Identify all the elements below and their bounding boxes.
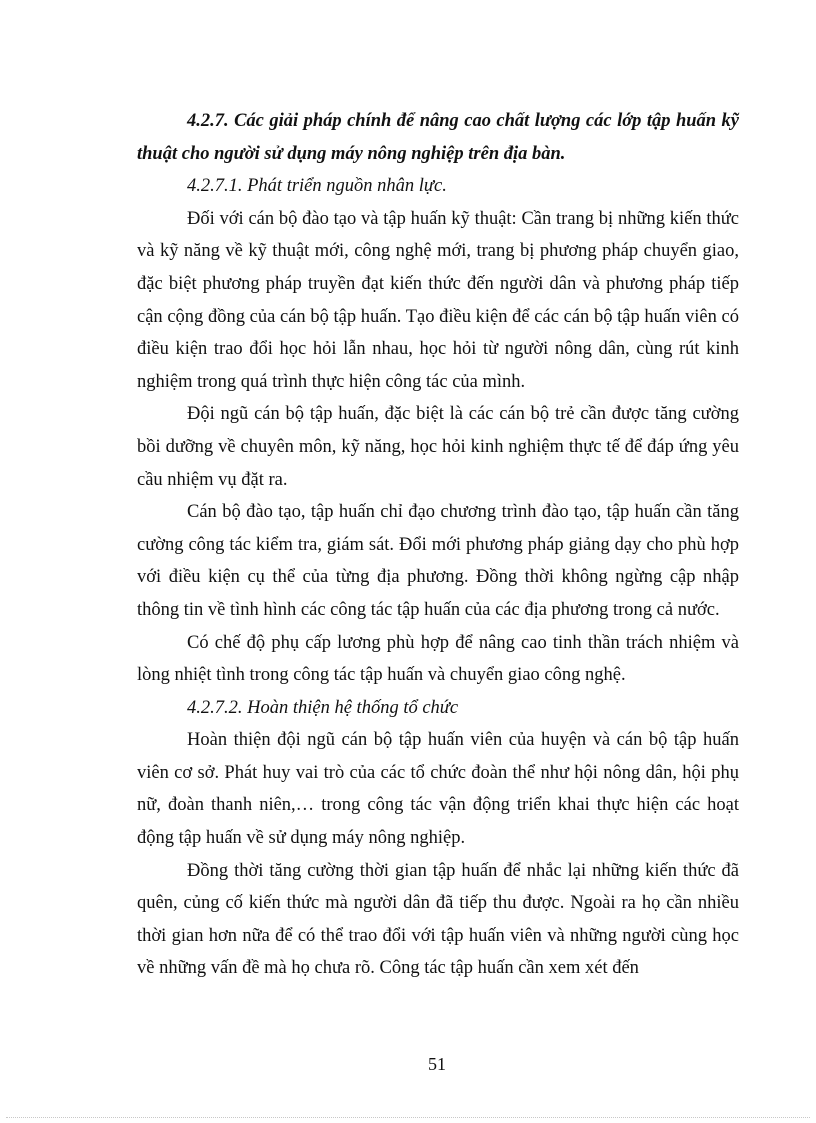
paragraph: Cán bộ đào tạo, tập huấn chỉ đạo chương trình đào tạo, tập huấn cần tăng cường công tác kiểm tra, giám sát. Đổi mới phương pháp giảng dạy cho phù hợp với điều kiện cụ thể của từng địa phương. Đồng thời không ngừng cập nhập thông tin về tình hình các công tác tập huấn của các địa phương trong cả nước. [137, 502, 739, 620]
subsection-heading-organization: 4.2.7.2. Hoàn thiện hệ thống tổ chức [187, 697, 459, 718]
page-number: 51 [428, 1054, 446, 1074]
paragraph: Hoàn thiện đội ngũ cán bộ tập huấn viên của huyện và cán bộ tập huấn viên cơ sở. Phát huy vai trò của các tổ chức đoàn thể như hội nông dân, hội phụ nữ, đoàn thanh niên,… trong công tác vận động triển khai thực hiện các hoạt động tập huấn về sử dụng máy nông nghiệp. [137, 730, 739, 849]
page-bottom-divider [6, 1117, 810, 1118]
paragraph: Có chế độ phụ cấp lương phù hợp để nâng cao tinh thần trách nhiệm và lòng nhiệt tình trong công tác tập huấn và chuyển giao công nghệ. [137, 632, 739, 686]
paragraph: Đội ngũ cán bộ tập huấn, đặc biệt là các cán bộ trẻ cần được tăng cường bồi dưỡng về chuyên môn, kỹ năng, học hỏi kinh nghiệm thực tế để đáp ứng yêu cầu nhiệm vụ đặt ra. [137, 404, 739, 490]
section-heading: 4.2.7. Các giải pháp chính để nâng cao chất lượng các lớp tập huấn kỹ thuật cho người sử dụng máy nông nghiệp trên địa bàn. [137, 111, 739, 164]
page-content [137, 105, 739, 985]
paragraph: Đồng thời tăng cường thời gian tập huấn để nhắc lại những kiến thức đã quên, củng cố kiến thức mà người dân đã tiếp thu được. Ngoài ra họ cần nhiều thời gian hơn nữa để có thể trao đổi với tập huấn viên và những người cùng học về những vấn đề mà họ chưa rõ. Công tác tập huấn cần xem xét đến [137, 860, 739, 979]
paragraph: Đối với cán bộ đào tạo và tập huấn kỹ thuật: Cần trang bị những kiến thức và kỹ năng về kỹ thuật mới, công nghệ mới, trang bị phương pháp chuyển giao, đặc biệt phương pháp truyền đạt kiến thức đến người dân và phương pháp tiếp cận cộng đồng của cán bộ tập huấn. Tạo điều kiện để các cán bộ tập huấn viên có điều kiện trao đổi học hỏi lẫn nhau, học hỏi từ người nông dân, cùng rút kinh nghiệm trong quá trình thực hiện công tác của mình. [137, 208, 739, 392]
subsection-heading-human-resources: 4.2.7.1. Phát triển nguồn nhân lực. [187, 176, 447, 197]
